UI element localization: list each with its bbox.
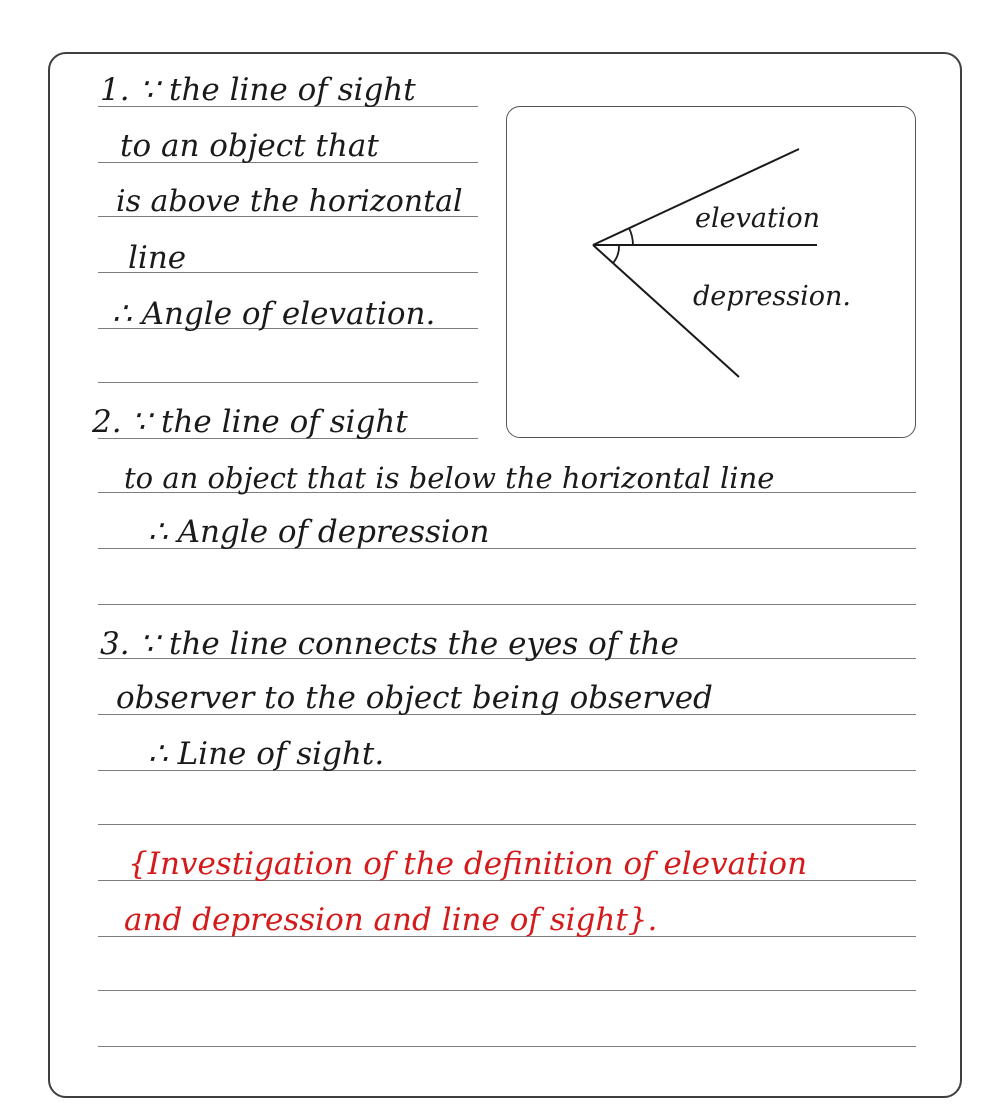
note-line-10: observer to the object being observed [116, 680, 713, 716]
note-line-9: 3. ∵ the line connects the eyes of the [100, 626, 679, 662]
note-line-6: 2. ∵ the line of sight [92, 404, 408, 440]
elevation-label: elevation [695, 203, 821, 234]
note-line-1: 1. ∵ the line of sight [100, 72, 416, 108]
depression-angle-arc [613, 245, 619, 263]
conclusion-line-2: and depression and line of sight}. [124, 902, 658, 938]
ruled-line [98, 604, 916, 605]
note-line-8: ∴ Angle of depression [148, 514, 490, 550]
angle-diagram-drawing [507, 107, 917, 439]
note-line-11: ∴ Line of sight. [148, 736, 385, 772]
conclusion-line-1: {Investigation of the definition of elevation [128, 846, 808, 882]
ruled-line [98, 382, 478, 383]
note-line-3: is above the horizontal [116, 184, 463, 219]
note-line-7: to an object that is below the horizontal line [124, 461, 775, 495]
ruled-line [98, 990, 916, 991]
elevation-angle-arc [629, 228, 633, 245]
note-line-4: line [128, 240, 187, 276]
note-line-5: ∴ Angle of elevation. [112, 296, 436, 332]
angle-diagram [506, 106, 916, 438]
ruled-line [98, 1046, 916, 1047]
ruled-line [98, 824, 916, 825]
note-line-2: to an object that [120, 128, 379, 164]
depression-label: depression. [693, 281, 852, 312]
